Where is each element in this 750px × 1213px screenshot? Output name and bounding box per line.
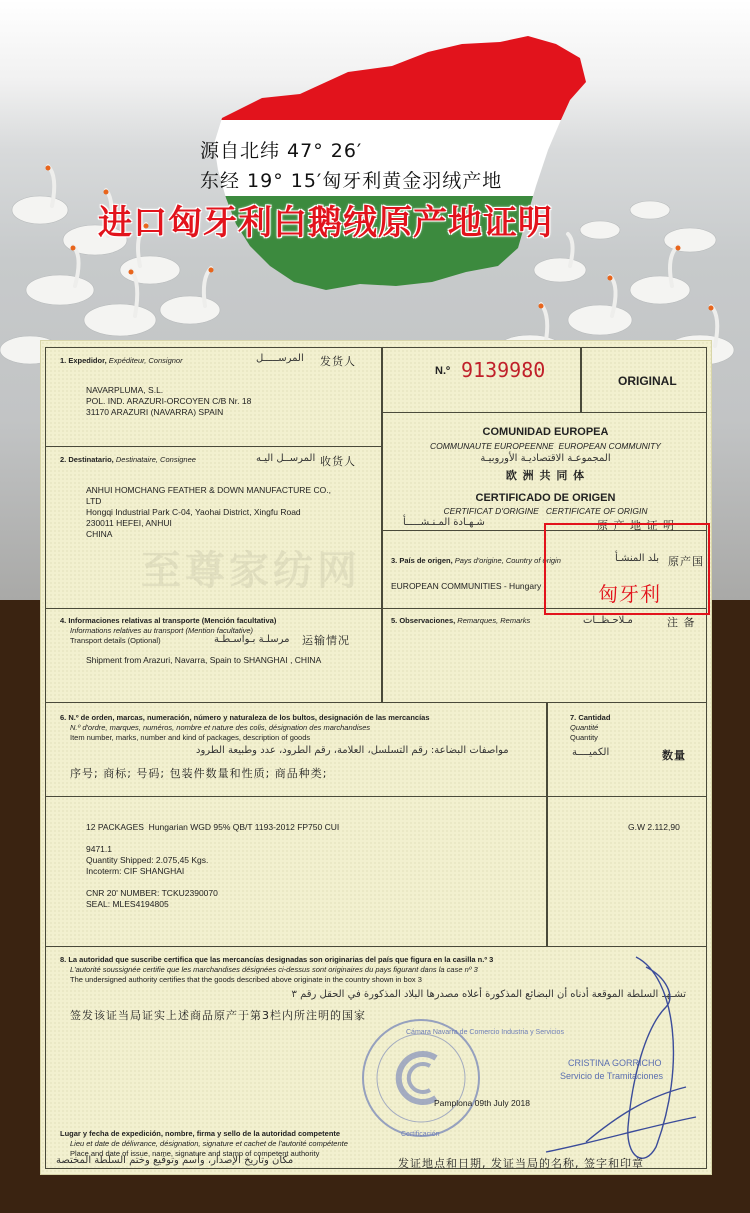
box-5-remarks <box>382 609 707 703</box>
box-1-label-fr-en: Expéditeur, Consignor <box>108 356 183 365</box>
signer-role: Servicio de Tramitaciones <box>560 1071 664 1081</box>
transport-value: Shipment from Arazuri, Navarra, Spain to SHANGHAI , CHINA <box>86 655 322 665</box>
signer-name: CRISTINA GORRICHO <box>568 1058 662 1068</box>
page-title: 进口匈牙利白鹅绒原产地证明 <box>98 203 553 243</box>
box-6-label-es: 6. N.º de orden, marcas, numeración, número y naturaleza de los bultos, designación de las mercancías <box>60 713 430 722</box>
box-5-label-zh: 注 备 <box>667 616 696 629</box>
box-6-goods-header <box>45 703 547 797</box>
stamp-sub: Certificación <box>401 1131 440 1138</box>
box-4-label-ar: مرسلـة بـواسـطـة <box>214 634 290 645</box>
certificate-title-es: CERTIFICADO DE ORIGEN <box>475 492 616 504</box>
box-8-authority <box>45 947 707 1169</box>
certificate-number-box <box>382 347 581 413</box>
box-7-label-zh: 数量 <box>662 749 686 762</box>
certificate-title-zh: 原 产 地 证 明 <box>597 519 675 532</box>
signature <box>526 947 706 1169</box>
stamp-text: Cámara Navarra de Comercio Industria y Servicios <box>406 1029 564 1036</box>
box-3-label-es: 3. País de origen, <box>391 556 453 565</box>
box-2-label-fr-en: Destinataire, Consignee <box>115 455 196 464</box>
box-7-label-es: 7. Cantidad <box>570 713 611 722</box>
box-4-label-fr: Informations relatives au transport (Mention facultative) <box>70 626 253 635</box>
box-1-label-ar: المرســـــل <box>256 353 304 364</box>
footer-label-es: Lugar y fecha de expedición, nombre, firma y sello de la autoridad competente <box>60 1129 341 1138</box>
box-6-label-zh: 序号; 商标; 号码; 包装件数量和性质; 商品种类; <box>70 767 328 780</box>
community-ar: المجموعـة الاقتصاديـة الأوروبيـة <box>480 453 611 464</box>
box-5-label-ar: مـلاحـظــات <box>583 615 633 626</box>
consignee-line-2: LTD <box>86 496 102 506</box>
community-box <box>382 413 707 531</box>
box-1-consignor <box>45 347 382 447</box>
goods-line-8: SEAL: MLES4194805 <box>86 899 169 909</box>
header-latitude: 源自北纬 47° 26′ <box>200 140 363 162</box>
goods-line-1: 12 PACKAGES Hungarian WGD 95% QB/T 1193-2012 FP750 CUI <box>86 822 340 832</box>
box-4-label-en: Transport details (Optional) <box>70 636 161 645</box>
consignor-line-2: POL. IND. ARAZURI-ORCOYEN C/B Nr. 18 <box>86 396 252 406</box>
box-3-label-zh: 原产国 <box>668 555 704 568</box>
box-2-label-ar: المرســل اليـه <box>256 453 316 464</box>
box-3-label-ar: بلد المنشـأ <box>615 553 660 564</box>
box-6-label-ar: مواصفات البضاعة: رقم التسلسل، العلامة، رقم الطرود، عدد وطبيعة الطرود <box>196 745 509 756</box>
consignee-line-5: CHINA <box>86 529 113 539</box>
consignee-line-3: Hongqi Industrial Park C-04, Yaohai District, Xingfu Road <box>86 507 301 517</box>
original-box <box>581 347 707 413</box>
box-8-label-es: 8. La autoridad que suscribe certifica que las mercancías designadas son originarias del país que figura en la casilla n.º 3 <box>60 955 494 964</box>
box-5-label-es: 5. Observaciones, <box>391 616 456 625</box>
box-8-label-en: The undersigned authority certifies that the goods described above originate in the country shown in box 3 <box>70 975 422 984</box>
community-fr-en: COMMUNAUTE EUROPEENNE EUROPEAN COMMUNITY <box>430 441 661 451</box>
country-of-origin-value: EUROPEAN COMMUNITIES - Hungary <box>391 581 542 591</box>
certificate-title-ar: شـهـادة المـنـشـــــأ <box>403 517 485 528</box>
footer-label-en: Place and date of issue, name, signature and stamp of competent authority <box>70 1149 320 1158</box>
goods-line-7: CNR 20' NUMBER: TCKU2390070 <box>86 888 218 898</box>
header-longitude: 东经 19° 15′匈牙利黄金羽绒产地 <box>200 170 503 192</box>
footer-label-zh: 发证地点和日期, 发证当局的名称, 签字和印章 <box>398 1157 644 1170</box>
original-label: ORIGINAL <box>618 374 677 388</box>
box-2-label-es: 2. Destinatario, <box>60 455 114 464</box>
box-8-label-zh: 签发该证当局证实上述商品原产于第3栏内所注明的国家 <box>70 1009 366 1022</box>
box-1-label-zh: 发货人 <box>320 355 356 368</box>
certificate-title-fr-en: CERTIFICAT D'ORIGINE CERTIFICATE OF ORIGIN <box>443 506 648 516</box>
box-4-transport <box>45 609 382 703</box>
box-6-label-fr: N.º d'ordre, marques, numéros, nombre et nature des colis, désignation des marchandises <box>70 723 371 732</box>
place-date: Pamplona 09th July 2018 <box>434 1098 530 1108</box>
box-7-label-ar: الكميــــة <box>572 747 610 758</box>
certificate-document <box>40 340 712 1175</box>
community-es: COMUNIDAD EUROPEA <box>482 426 609 438</box>
quantity-value: G.W 2.112,90 <box>628 822 680 832</box>
goods-line-5: Incoterm: CIF SHANGHAI <box>86 866 185 876</box>
box-7-label-en: Quantity <box>570 733 598 742</box>
origin-highlight-label: 匈牙利 <box>598 582 661 606</box>
box-6-label-en: Item number, marks, number and kind of packages, description of goods <box>70 733 311 742</box>
box-1-label-es: 1. Expedidor, <box>60 356 107 365</box>
footer-label-fr: Lieu et date de délivrance, désignation, signature et cachet de l'autorité compétente <box>70 1139 348 1148</box>
box-6-goods-content <box>45 797 547 947</box>
consignor-line-3: 31170 ARAZURI (NAVARRA) SPAIN <box>86 407 224 417</box>
consignor-line-1: NAVARPLUMA, S.L. <box>86 385 164 395</box>
box-5-label-fr-en: Remarques, Remarks <box>457 616 531 625</box>
box-8-label-fr: L'autorité soussignée certifie que les marchandises désignées ci-dessus sont originaires du pays figurant dans la case nº 3 <box>70 965 478 974</box>
box-7-quantity-content <box>547 797 707 947</box>
certificate-number: 9139980 <box>461 358 546 382</box>
community-zh: 欧 洲 共 同 体 <box>505 469 586 482</box>
watermark: 至尊家纺网 <box>141 548 361 594</box>
box-7-label-fr: Quantité <box>570 723 599 732</box>
number-prefix: N.º <box>435 365 451 377</box>
goods-line-4: Quantity Shipped: 2.075,45 Kgs. <box>86 855 209 865</box>
box-4-label-es: 4. Informaciones relativas al transporte (Mención facultativa) <box>60 616 277 625</box>
goods-line-3: 9471.1 <box>86 844 112 854</box>
box-4-label-zh: 运输情况 <box>302 634 350 647</box>
box-8-label-ar: تشـهد السلطة الموقعة أدناه أن البضائع المذكورة أعلاه مصدرها البلاد المذكورة في الحقل رقم ٣ <box>291 989 686 1000</box>
consignee-line-4: 230011 HEFEI, ANHUI <box>86 518 172 528</box>
box-2-label-zh: 收货人 <box>320 455 356 468</box>
consignee-line-1: ANHUI HOMCHANG FEATHER & DOWN MANUFACTURE CO., <box>86 485 331 495</box>
footer-label-ar: مكان وتاريخ الإصدار، وأسم وتوقيع وختم السلطة المختصة <box>56 1155 294 1166</box>
box-7-quantity-header <box>547 703 707 797</box>
box-3-label-fr-en: Pays d'origine, Country of origin <box>454 556 561 565</box>
